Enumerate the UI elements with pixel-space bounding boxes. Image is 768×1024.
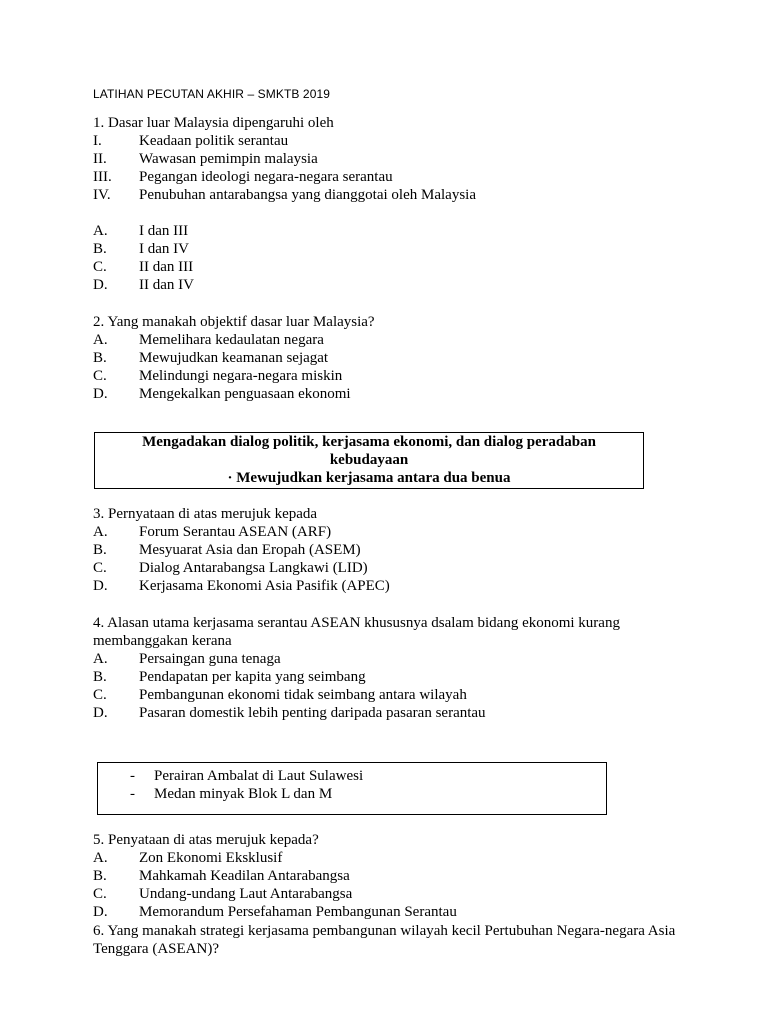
option-item: D. II dan IV bbox=[93, 277, 194, 293]
option-item: C. Dialog Antarabangsa Langkawi (LID) bbox=[93, 560, 368, 576]
question-stem: 3. Pernyataan di atas merujuk kepada bbox=[93, 506, 318, 522]
option-item: B. Mewujudkan keamanan sejagat bbox=[93, 350, 329, 366]
question-stem: 4. Alasan utama kerjasama serantau ASEAN khususnya dsalam bidang ekonomi kurang membanggakan kerana bbox=[93, 615, 620, 649]
option-item: A. Zon Ekonomi Eksklusif bbox=[93, 850, 283, 866]
option-item: D. Memorandum Persefahaman Pembangunan Serantau bbox=[93, 904, 457, 920]
question-2 bbox=[93, 313, 683, 403]
statement-item: II. Wawasan pemimpin malaysia bbox=[93, 151, 318, 167]
stimulus-line: kebudayaan bbox=[329, 452, 409, 468]
question-1-options bbox=[93, 222, 683, 294]
stimulus-line: Mengadakan dialog politik, kerjasama ekonomi, dan dialog peradaban bbox=[142, 434, 596, 450]
option-item: A. Memelihara kedaulatan negara bbox=[93, 332, 324, 348]
stimulus-item: - Perairan Ambalat di Laut Sulawesi bbox=[130, 768, 364, 784]
option-item: D. Mengekalkan penguasaan ekonomi bbox=[93, 386, 351, 402]
option-item: C. Undang-undang Laut Antarabangsa bbox=[93, 886, 353, 902]
question-3 bbox=[93, 505, 683, 595]
option-item: B. Mesyuarat Asia dan Eropah (ASEM) bbox=[93, 542, 361, 558]
option-item: D. Pasaran domestik lebih penting daripada pasaran serantau bbox=[93, 705, 486, 721]
option-item: C. Melindungi negara-negara miskin bbox=[93, 368, 343, 384]
option-item: A. I dan III bbox=[93, 223, 189, 239]
stimulus-box-1 bbox=[94, 432, 644, 489]
stimulus-line: · Mewujudkan kerjasama antara dua benua bbox=[227, 470, 511, 486]
option-item: A. Persaingan guna tenaga bbox=[93, 651, 281, 667]
statement-item: I. Keadaan politik serantau bbox=[93, 133, 289, 149]
option-item: C. II dan III bbox=[93, 259, 194, 275]
option-item: B. Pendapatan per kapita yang seimbang bbox=[93, 669, 366, 685]
question-stem: 6. Yang manakah strategi kerjasama pembangunan wilayah kecil Pertubuhan Negara-negara Asia Tenggara (ASEAN)? bbox=[93, 923, 676, 957]
statement-item: IV. Penubuhan antarabangsa yang dianggotai oleh Malaysia bbox=[93, 187, 476, 203]
question-4 bbox=[93, 614, 673, 722]
option-item: D. Kerjasama Ekonomi Asia Pasifik (APEC) bbox=[93, 578, 390, 594]
question-5 bbox=[93, 831, 683, 921]
option-item: B. I dan IV bbox=[93, 241, 189, 257]
option-item: C. Pembangunan ekonomi tidak seimbang antara wilayah bbox=[93, 687, 467, 703]
stimulus-item: - Medan minyak Blok L dan M bbox=[130, 786, 333, 802]
question-stem: 2. Yang manakah objektif dasar luar Malaysia? bbox=[93, 314, 375, 330]
statement-item: III. Pegangan ideologi negara-negara serantau bbox=[93, 169, 393, 185]
option-item: A. Forum Serantau ASEAN (ARF) bbox=[93, 524, 332, 540]
question-6 bbox=[93, 922, 683, 958]
question-1 bbox=[93, 114, 683, 204]
document-title: LATIHAN PECUTAN AKHIR – SMKTB 2019 bbox=[93, 87, 331, 101]
question-stem: 5. Penyataan di atas merujuk kepada? bbox=[93, 832, 319, 848]
question-stem: 1. Dasar luar Malaysia dipengaruhi oleh bbox=[93, 115, 334, 131]
stimulus-box-2 bbox=[97, 762, 607, 815]
option-item: B. Mahkamah Keadilan Antarabangsa bbox=[93, 868, 350, 884]
